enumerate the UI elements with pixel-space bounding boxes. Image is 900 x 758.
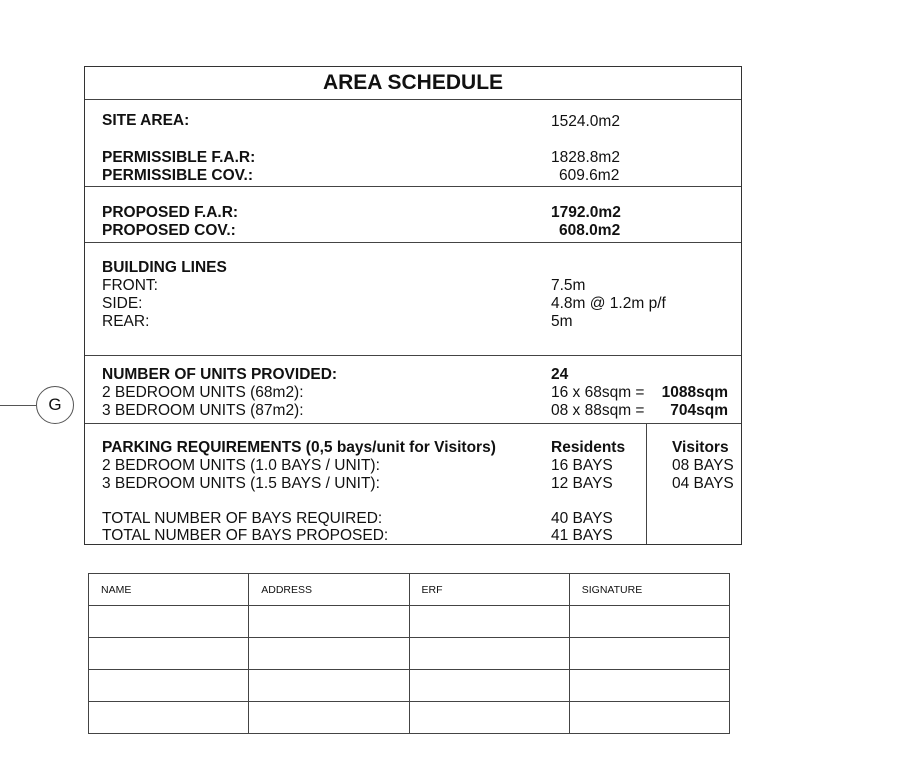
units-total: 24 <box>551 366 569 383</box>
divider <box>646 423 647 544</box>
divider <box>85 242 741 243</box>
two-bed-units-calc: 16 x 68sqm = <box>551 384 645 401</box>
proposed-far-label: PROPOSED F.A.R: <box>102 204 239 221</box>
parking-three-bed-label: 3 BEDROOM UNITS (1.5 BAYS / UNIT): <box>102 475 380 492</box>
divider <box>85 355 741 356</box>
name-cell[interactable] <box>89 606 249 638</box>
area-schedule <box>84 66 742 545</box>
side-label: SIDE: <box>102 295 143 312</box>
two-bed-units-area: 1088sqm <box>661 384 728 401</box>
rear-value: 5m <box>551 313 573 330</box>
building-lines-heading: BUILDING LINES <box>102 259 227 276</box>
parking-heading: PARKING REQUIREMENTS (0,5 bays/unit for Visitors) <box>102 439 496 456</box>
front-value: 7.5m <box>551 277 586 294</box>
parking-two-bed-label: 2 BEDROOM UNITS (1.0 BAYS / UNIT): <box>102 457 380 474</box>
address-cell[interactable] <box>249 606 409 638</box>
three-bed-units-label: 3 BEDROOM UNITS (87m2): <box>102 402 304 419</box>
three-bed-units-calc: 08 x 88sqm = <box>551 402 645 419</box>
name-cell[interactable] <box>89 702 249 734</box>
front-label: FRONT: <box>102 277 158 294</box>
bays-required-value: 40 BAYS <box>551 510 613 527</box>
permissible-far-label: PERMISSIBLE F.A.R: <box>102 149 256 166</box>
erf-cell[interactable] <box>409 606 569 638</box>
divider <box>85 99 741 100</box>
proposed-cov-label: PROPOSED COV.: <box>102 222 236 239</box>
signature-cell[interactable] <box>569 606 729 638</box>
two-bed-units-label: 2 BEDROOM UNITS (68m2): <box>102 384 304 401</box>
visitors-header: Visitors <box>672 439 729 456</box>
erf-cell[interactable] <box>409 702 569 734</box>
permissible-cov-label: PERMISSIBLE COV.: <box>102 167 254 184</box>
side-value: 4.8m @ 1.2m p/f <box>551 295 666 312</box>
name-cell[interactable] <box>89 638 249 670</box>
signoff-row <box>89 670 730 702</box>
signoff-row <box>89 638 730 670</box>
units-heading: NUMBER OF UNITS PROVIDED: <box>102 366 338 383</box>
proposed-cov-value: 608.0m2 <box>559 222 621 239</box>
parking-two-bed-visitors: 08 BAYS <box>672 457 734 474</box>
divider <box>85 186 741 187</box>
signature-cell[interactable] <box>569 702 729 734</box>
rear-label: REAR: <box>102 313 150 330</box>
name-header: NAME <box>89 574 249 606</box>
address-cell[interactable] <box>249 702 409 734</box>
grid-line <box>0 405 36 406</box>
permissible-far-value: 1828.8m2 <box>551 149 620 166</box>
site-area-value: 1524.0m2 <box>551 113 620 130</box>
address-cell[interactable] <box>249 670 409 702</box>
signoff-row <box>89 702 730 734</box>
parking-three-bed-visitors: 04 BAYS <box>672 475 734 492</box>
name-cell[interactable] <box>89 670 249 702</box>
erf-header: ERF <box>409 574 569 606</box>
address-cell[interactable] <box>249 638 409 670</box>
permissible-cov-value: 609.6m2 <box>559 167 620 184</box>
grid-marker: G <box>36 386 74 424</box>
bays-proposed-label: TOTAL NUMBER OF BAYS PROPOSED: <box>102 527 389 544</box>
signature-header: SIGNATURE <box>569 574 729 606</box>
proposed-far-value: 1792.0m2 <box>551 204 621 221</box>
address-header: ADDRESS <box>249 574 409 606</box>
signature-cell[interactable] <box>569 638 729 670</box>
bays-required-label: TOTAL NUMBER OF BAYS REQUIRED: <box>102 510 383 527</box>
residents-header: Residents <box>551 439 626 456</box>
erf-cell[interactable] <box>409 670 569 702</box>
erf-cell[interactable] <box>409 638 569 670</box>
parking-three-bed-residents: 12 BAYS <box>551 475 613 492</box>
signoff-header-row <box>89 574 730 606</box>
bays-proposed-value: 41 BAYS <box>551 527 613 544</box>
schedule-title: AREA SCHEDULE <box>322 71 504 94</box>
signature-cell[interactable] <box>569 670 729 702</box>
signoff-row <box>89 606 730 638</box>
site-area-label: SITE AREA: <box>102 112 190 129</box>
three-bed-units-area: 704sqm <box>670 402 728 419</box>
parking-two-bed-residents: 16 BAYS <box>551 457 613 474</box>
signoff-table <box>88 573 730 734</box>
divider <box>85 423 741 424</box>
